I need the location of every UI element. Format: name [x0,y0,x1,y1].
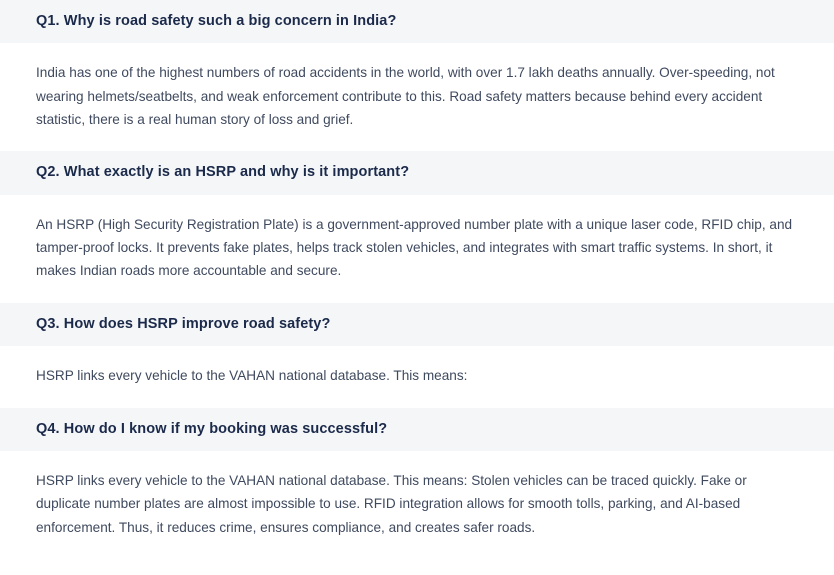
faq-answer [0,43,834,151]
faq-answer [0,451,834,559]
faq-answer-text: HSRP links every vehicle to the VAHAN national database. This means: Stolen vehicles can be traced quickly. Fake or duplicate number plates are almost impossible to use. RFID integration allows for smooth tolls, parking, and AI-based enforcement. Thus, it reduces crime, ensures compliance, and creates safer roads. [36,472,747,535]
faq-item [0,408,834,559]
faq-answer-text: HSRP links every vehicle to the VAHAN national database. This means: [36,368,468,384]
faq-answer [0,346,834,407]
faq-answer [0,195,834,303]
faq-answer-text: An HSRP (High Security Registration Plate) is a government-approved number plate with a unique laser code, RFID chip, and tamper-proof locks. It prevents fake plates, helps track stolen vehicles, and integrates with smart traffic systems. In short, it makes Indian roads more accountable and secure. [36,216,793,279]
faq-item [0,0,834,151]
faq-question-header[interactable]: Q4. How do I know if my booking was successful? [0,408,834,451]
faq-answer-text: India has one of the highest numbers of road accidents in the world, with over 1.7 lakh deaths annually. Over-speeding, not wearing helmets/seatbelts, and weak enforcement contribute to this. Road safety matters because behind every accident statistic, there is a real human story of loss and grief. [36,65,775,128]
faq-question-header[interactable]: Q2. What exactly is an HSRP and why is it important? [0,151,834,194]
faq-item [0,303,834,408]
faq-item [0,151,834,302]
faq-question-header[interactable]: Q1. Why is road safety such a big concern in India? [0,0,834,43]
faq-question-header[interactable]: Q3. How does HSRP improve road safety? [0,303,834,346]
